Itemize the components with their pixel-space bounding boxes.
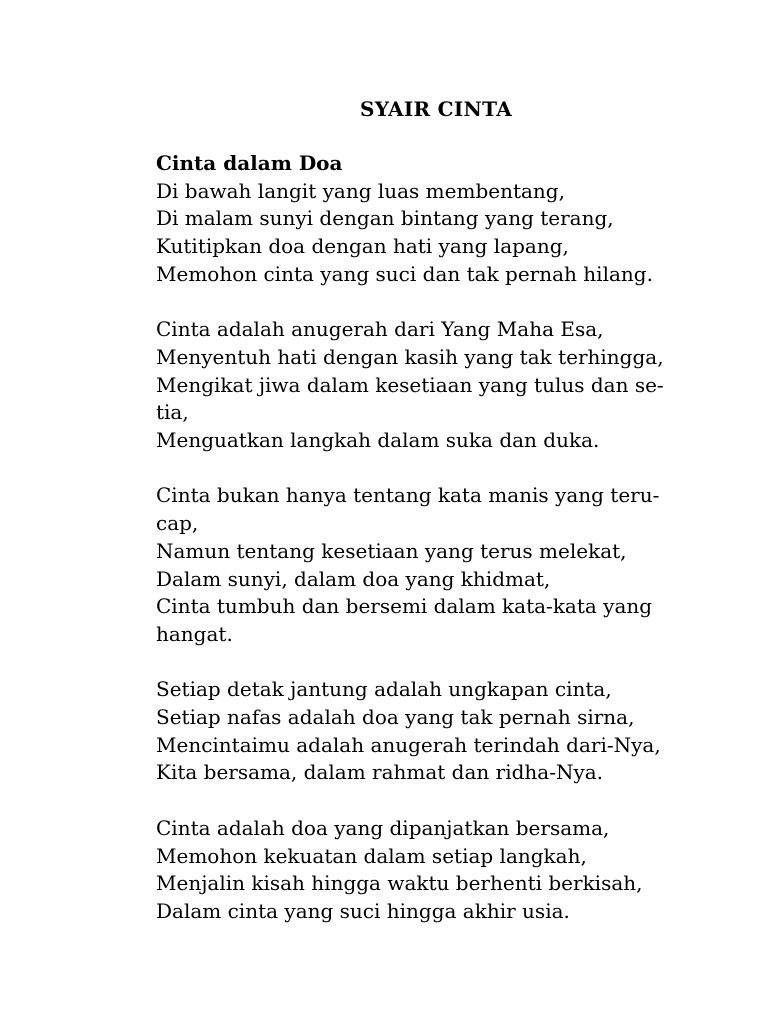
stanza-3 xyxy=(156,482,736,648)
poem-line: Cinta adalah anugerah dari Yang Maha Esa, xyxy=(156,317,604,342)
stanza-5 xyxy=(156,815,736,926)
poem-line: Di bawah langit yang luas membentang, xyxy=(156,178,565,203)
poem-subtitle: Cinta dalam Doa xyxy=(156,151,343,175)
poem-line: Setiap nafas adalah doa yang tak pernah sirna, xyxy=(156,705,635,730)
poem-line: Mengikat jiwa dalam kesetiaan yang tulus dan se- xyxy=(156,372,664,397)
poem-line: Menjalin kisah hingga waktu berhenti berkisah, xyxy=(156,871,643,896)
poem-line: Memohon kekuatan dalam setiap langkah, xyxy=(156,843,587,868)
poem-line: Dalam cinta yang suci hingga akhir usia. xyxy=(156,898,570,923)
poem-line: Cinta adalah doa yang dipanjatkan bersama, xyxy=(156,815,610,840)
poem-line: Di malam sunyi dengan bintang yang terang, xyxy=(156,206,614,231)
poem-line: tia, xyxy=(156,400,189,425)
poem-line: Dalam sunyi, dalam doa yang khidmat, xyxy=(156,566,551,591)
stanza-2 xyxy=(156,316,736,455)
poem-line: Cinta bukan hanya tentang kata manis yang teru- xyxy=(156,483,660,508)
stanza-1 xyxy=(156,178,736,289)
poem-line: Setiap detak jantung adalah ungkapan cinta, xyxy=(156,677,612,702)
stanza-4 xyxy=(156,676,736,787)
poem-line: Cinta tumbuh dan bersemi dalam kata-kata yang xyxy=(156,594,653,619)
poem-line: Menguatkan langkah dalam suka dan duka. xyxy=(156,428,600,453)
poem-line: Mencintaimu adalah anugerah terindah dari-Nya, xyxy=(156,732,661,757)
poem-body xyxy=(156,150,736,953)
document-title: SYAIR CINTA xyxy=(359,97,513,121)
poem-line: Memohon cinta yang suci dan tak pernah hilang. xyxy=(156,261,653,286)
poem-line: cap, xyxy=(156,511,199,536)
poem-line: Namun tentang kesetiaan yang terus melekat, xyxy=(156,538,627,563)
poem-line: Menyentuh hati dengan kasih yang tak terhingga, xyxy=(156,344,664,369)
poem-line: hangat. xyxy=(156,621,233,646)
poem-line: Kita bersama, dalam rahmat dan ridha-Nya. xyxy=(156,760,604,785)
poem-line: Kutitipkan doa dengan hati yang lapang, xyxy=(156,234,569,259)
